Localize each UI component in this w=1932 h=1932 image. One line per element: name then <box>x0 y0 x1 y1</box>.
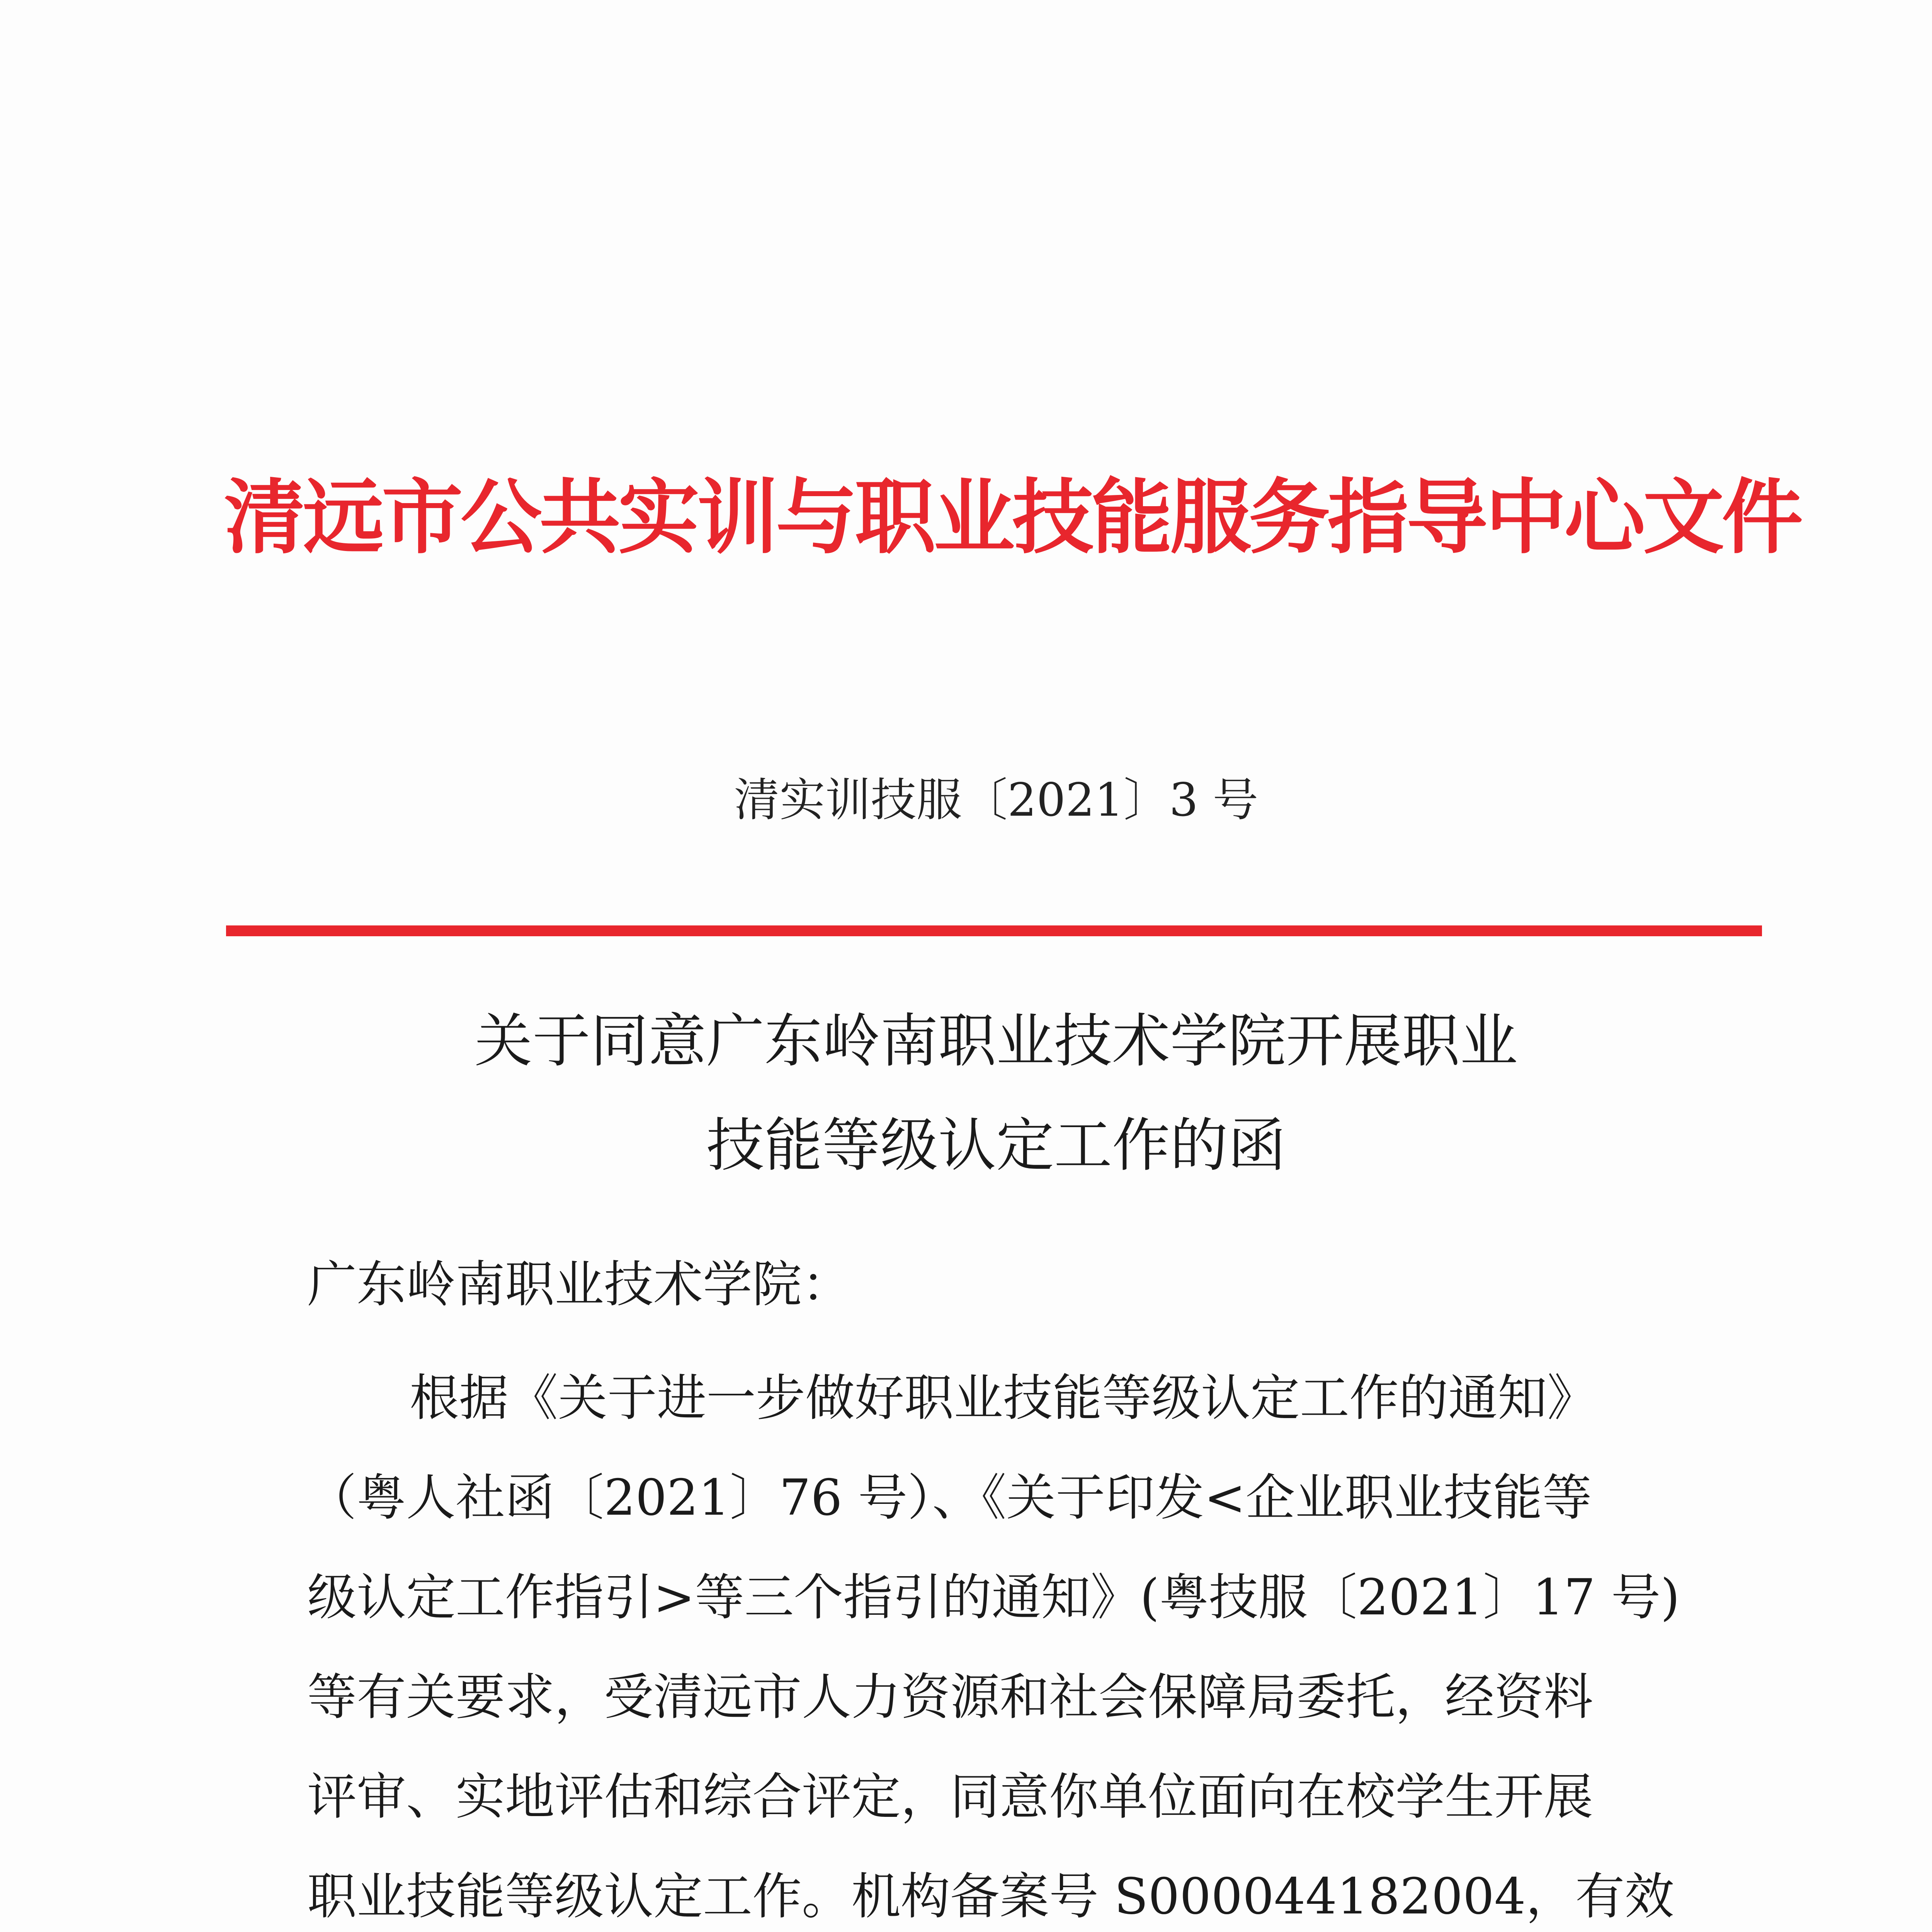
body-line: 职业技能等级认定工作。机构备案号 S000044182004，有效 <box>307 1868 1674 1925</box>
red-divider-rule <box>226 925 1762 936</box>
body-line: 等有关要求，受清远市人力资源和社会保障局委托，经资料 <box>307 1668 1594 1726</box>
body-line: （粤人社函〔2021〕76 号）、《关于印发<企业职业技能等 <box>307 1469 1592 1527</box>
body-line: 根据《关于进一步做好职业技能等级认定工作的通知》 <box>410 1369 1597 1427</box>
title-line-2: 技能等级认定工作的函 <box>706 1112 1286 1179</box>
title-line-1: 关于同意广东岭南职业技术学院开展职业 <box>474 1008 1518 1075</box>
document-number: 清实训技服〔2021〕3 号 <box>734 773 1259 827</box>
body-paragraph <box>307 1349 1721 1932</box>
document-title <box>0 989 1932 1198</box>
body-line: 评审、实地评估和综合评定，同意你单位面向在校学生开展 <box>307 1768 1594 1826</box>
masthead-title: 清远市公共实训与职业技能服务指导中心文件 <box>224 470 1801 565</box>
body-line: 级认定工作指引>等三个指引的通知》(粤技服〔2021〕17 号) <box>307 1569 1680 1626</box>
salutation: 广东岭南职业技术学院： <box>307 1256 852 1313</box>
